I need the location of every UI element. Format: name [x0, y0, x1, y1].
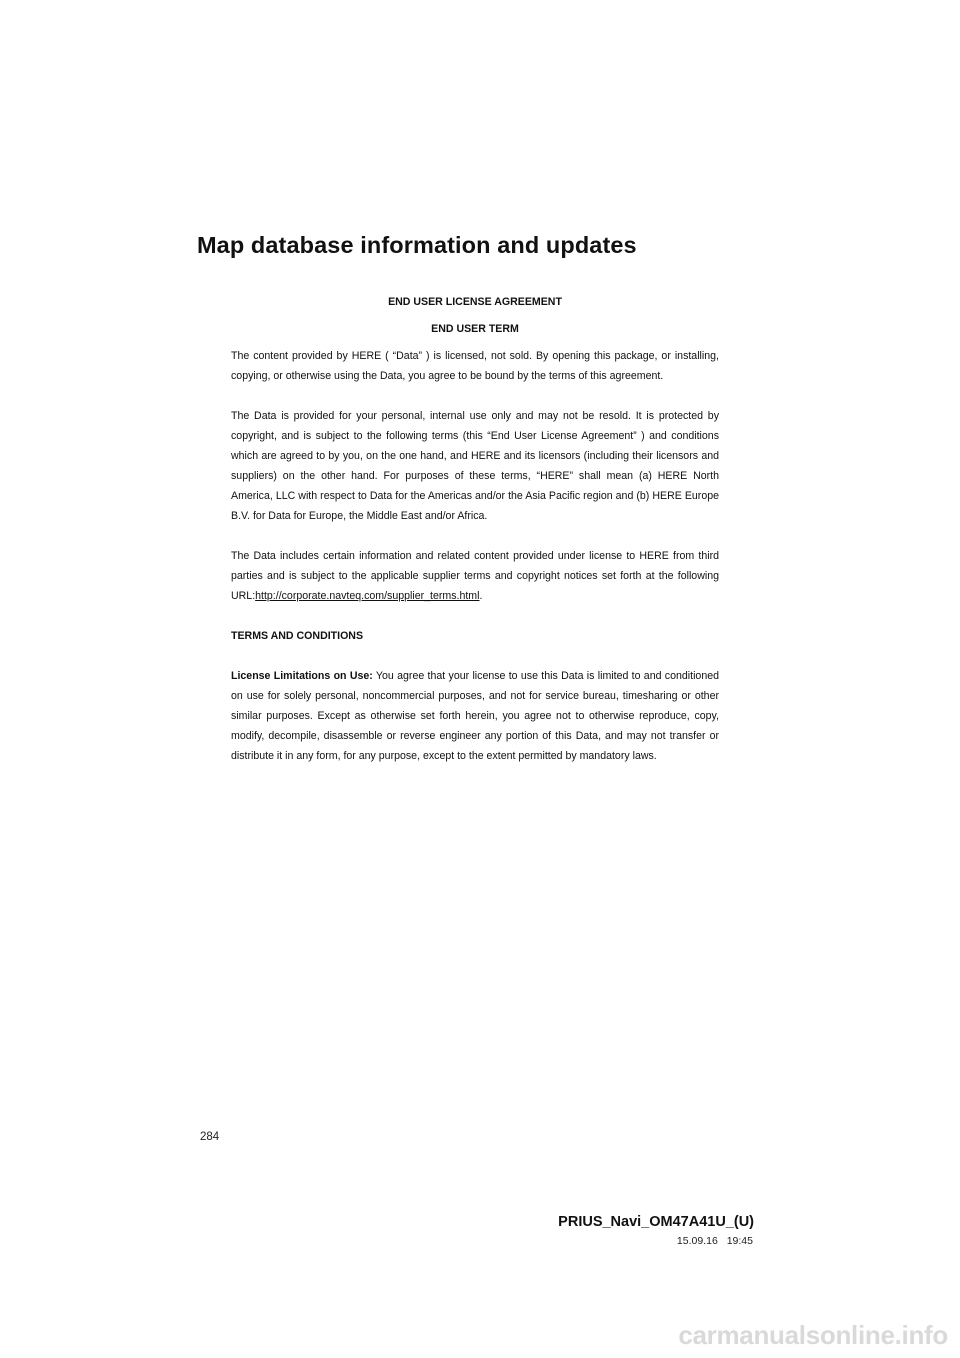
supplier-terms-link[interactable]: http://corporate.navteq.com/supplier_terms.html: [255, 590, 480, 602]
license-agreement-body: [231, 292, 719, 766]
page-title: Map database information and updates: [197, 232, 637, 258]
paragraph-personal-use: The Data is provided for your personal, internal use only and may not be resold. It is protected by copyright, and is subject to the following terms (this “End User License Agreement” ) and conditions which are agreed to by you, on the one hand, and HERE and its licensors (including their licensors and suppliers) on the other hand. For purposes of these terms, “HERE” shall mean (a) HERE North America, LLC with respect to Data for the Americas and/or the Asia Pacific region and (b) HERE Europe B.V. for Data for Europe, the Middle East and/or Africa.: [231, 410, 719, 522]
terms-heading: TERMS AND CONDITIONS: [231, 630, 364, 642]
license-limitations-label: License Limitations on Use:: [231, 670, 373, 682]
license-limitations-text: You agree that your license to use this Data is limited to and conditioned on use for solely personal, noncommercial purposes, and not for service bureau, timesharing or other similar purposes. Except as otherwise set forth herein, you agree not to otherwise reproduce, copy, modify, decompile, disassemble or reverse engineer any portion of this Data, and may not transfer or distribute it in any form, for any purpose, except to the extent permitted by mandatory laws.: [231, 670, 719, 762]
paragraph-third-party: [231, 546, 719, 606]
document-id: PRIUS_Navi_OM47A41U_(U): [558, 1214, 754, 1230]
third-party-text: The Data includes certain information and related content provided under license to HERE from third parties and is subject to the applicable supplier terms and copyright notices set forth at the following URL:: [231, 550, 719, 602]
page-number: 284: [200, 1131, 220, 1143]
third-party-end: .: [479, 590, 483, 602]
paragraph-license-intro: The content provided by HERE ( “Data” ) is licensed, not sold. By opening this package, or installing, copying, or otherwise using the Data, you agree to be bound by the terms of this agreement.: [231, 350, 719, 382]
agreement-heading: END USER LICENSE AGREEMENT: [388, 296, 562, 308]
paragraph-license-limitations: [231, 666, 719, 766]
document-timestamp: 15.09.16 19:45: [676, 1235, 753, 1247]
watermark: carmanualsonline.info: [678, 1320, 948, 1350]
agreement-subheading: END USER TERM: [431, 323, 519, 335]
